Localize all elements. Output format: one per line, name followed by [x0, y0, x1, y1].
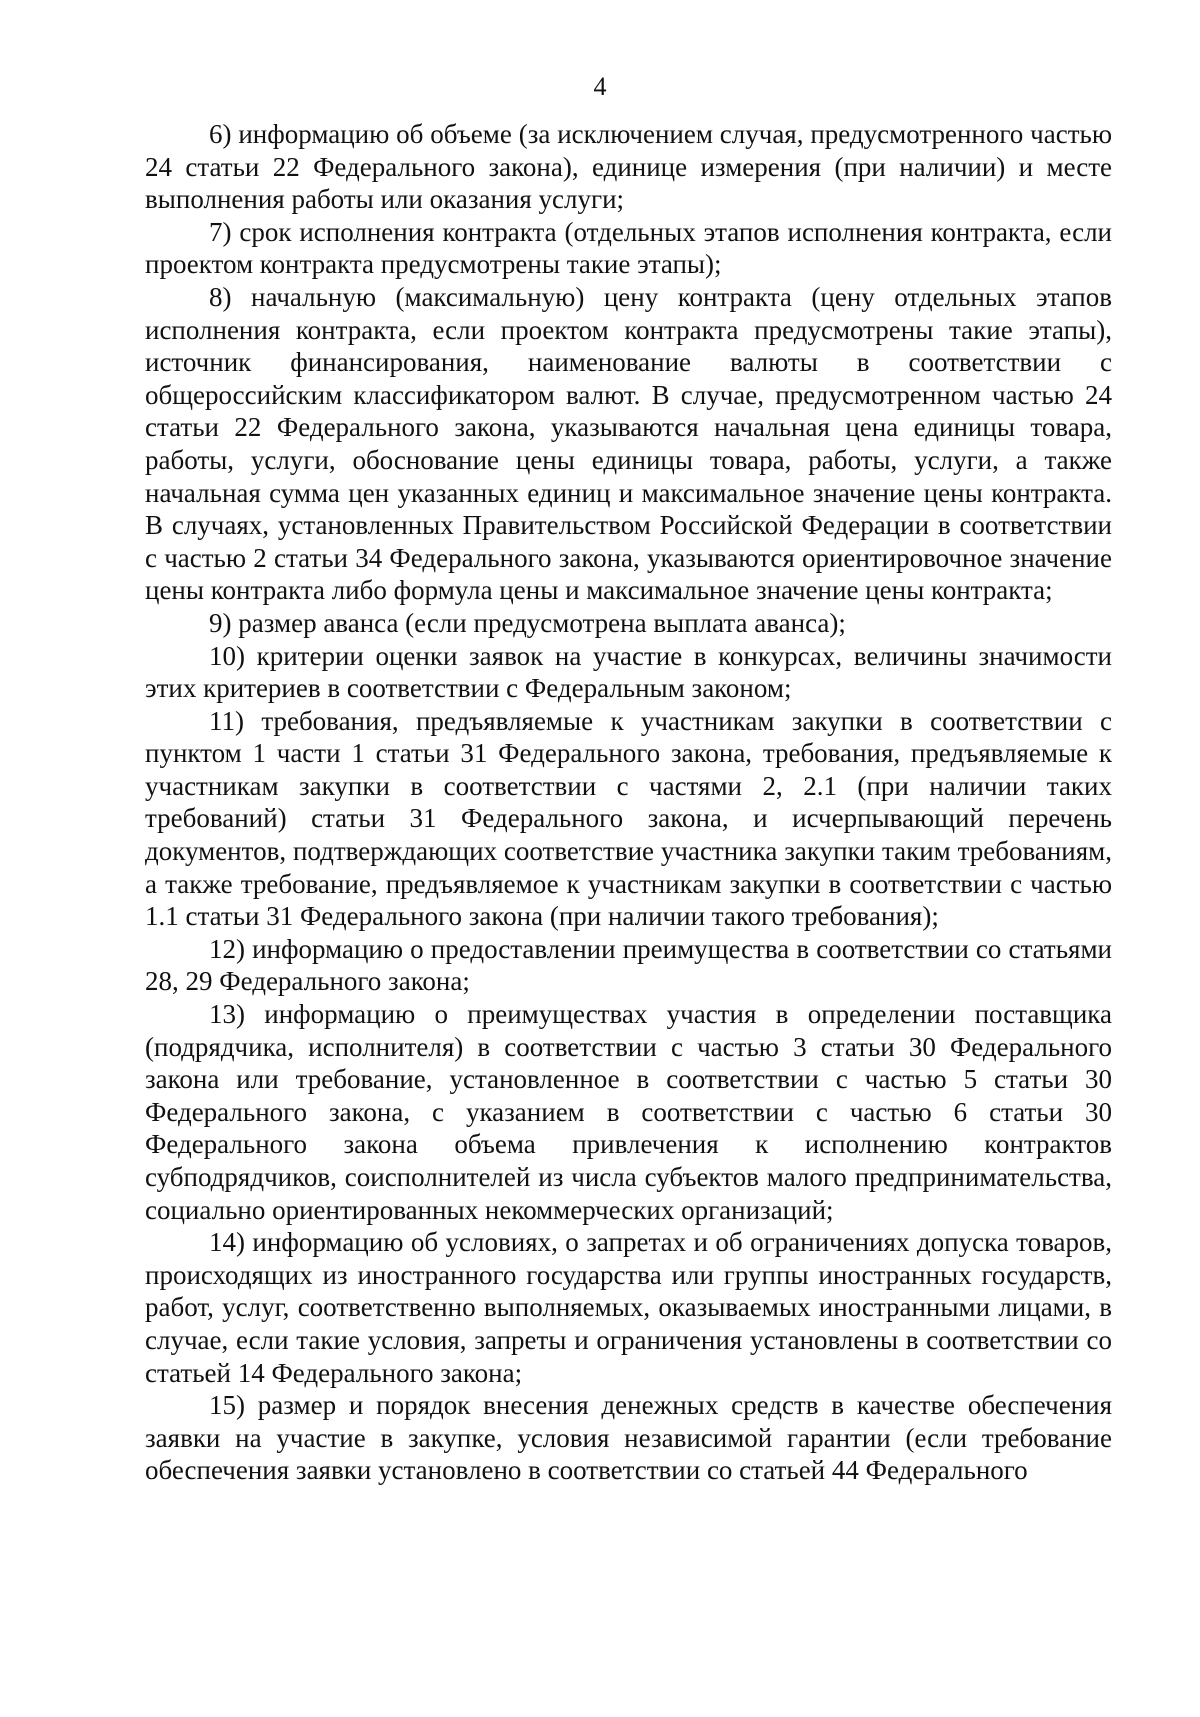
document-body	[145, 118, 1112, 1487]
page-number: 4	[593, 72, 607, 101]
paragraph-item-13: 13) информацию о преимуществах участия в определении поставщика (подрядчика, исполнителя) в соответствии с частью 3 статьи 30 Федерального закона или требование, установленное в соответствии с частью 5 статьи 30 Федерального закона, с указанием в соответствии с частью 6 статьи 30 Федерального закона объема привлечения к исполнению контрактов субподрядчиков, соисполнителей из числа субъектов малого предпринимательства, социально ориентированных некоммерческих организаций;	[145, 999, 1112, 1225]
paragraph-item-15: 15) размер и порядок внесения денежных средств в качестве обеспечения заявки на участие в закупке, условия независимой гарантии (если требование обеспечения заявки установлено в соответствии со статьей 44 Федерального	[145, 1390, 1112, 1486]
paragraph-item-9: 9) размер аванса (если предусмотрена выплата аванса);	[209, 607, 846, 638]
paragraph-item-14: 14) информацию об условиях, о запретах и об ограничениях допуска товаров, происходящих из иностранного государства или группы иностранных государств, работ, услуг, соответственно выполняемых, оказываемых иностранными лицами, в случае, если такие условия, запреты и ограничения установлены в соответствии со статьей 14 Федерального закона;	[145, 1227, 1112, 1388]
paragraph-item-6: 6) информацию об объеме (за исключением случая, предусмотренного частью 24 статьи 22 Федерального закона), единице измерения (при наличии) и месте выполнения работы или оказания услуги;	[145, 119, 1112, 215]
paragraph-item-11: 11) требования, предъявляемые к участникам закупки в соответствии с пунктом 1 части 1 статьи 31 Федерального закона, требования, предъявляемые к участникам закупки в соответствии с частями 2, 2.1 (при наличии таких требований) статьи 31 Федерального закона, и исчерпывающий перечень документов, подтверждающих соответствие участника закупки таким требованиям, а также требование, предъявляемое к участникам закупки в соответствии с частью 1.1 статьи 31 Федерального закона (при наличии такого требования);	[145, 705, 1112, 932]
paragraph-item-10: 10) критерии оценки заявок на участие в конкурсах, величины значимости этих критериев в соответствии с Федеральным законом;	[145, 640, 1112, 704]
paragraph-item-8: 8) начальную (максимальную) цену контракта (цену отдельных этапов исполнения контракта, если проектом контракта предусмотрены такие этапы), источник финансирования, наименование валюты в соответствии с общероссийским классификатором валют. В случае, предусмотренном частью 24 статьи 22 Федерального закона, указываются начальная цена единицы товара, работы, услуги, обоснование цены единицы товара, работы, услуги, а также начальная сумма цен указанных единиц и максимальное значение цены контракта. В случаях, установленных Правительством Российской Федерации в соответствии с частью 2 статьи 34 Федерального закона, указываются ориентировочное значение цены контракта либо формула цены и максимальное значение цены контракта;	[145, 281, 1112, 606]
paragraph-item-7: 7) срок исполнения контракта (отдельных этапов исполнения контракта, если проектом контракта предусмотрены такие этапы);	[145, 216, 1112, 280]
paragraph-item-12: 12) информацию о предоставлении преимущества в соответствии со статьями 28, 29 Федерального закона;	[145, 933, 1112, 997]
